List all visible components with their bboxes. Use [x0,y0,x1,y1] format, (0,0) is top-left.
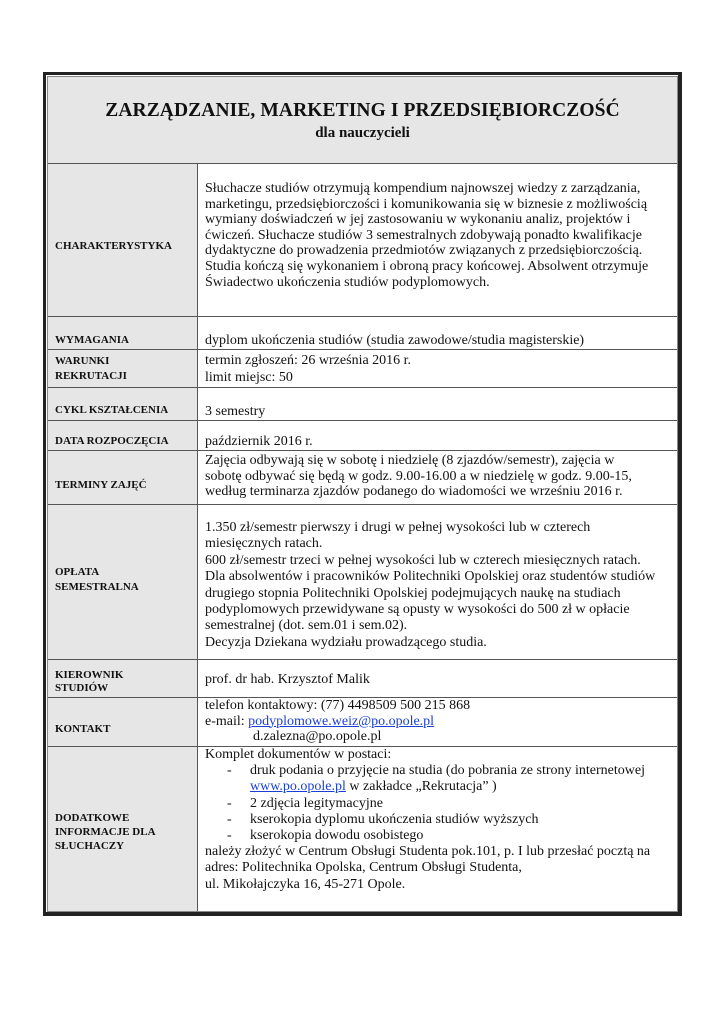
row-label-cell [48,660,198,697]
dash-bullet: - [227,795,232,811]
text-line: Studia kończą się wykonaniem i obroną pracy końcowej. Absolwent otrzymuje [205,258,649,274]
row-value [205,451,671,504]
row-kontakt [48,698,677,747]
text-line: Decyzja Dziekana wydziału prowadzącego studia. [205,634,487,650]
row-label-cell [48,317,198,349]
row-warunki-rekrutacji [48,350,677,388]
text-line: październik 2016 r. [205,434,313,449]
row-value [205,421,671,450]
row-label: TERMINY ZAJĘĆ [55,479,147,491]
row-value [205,660,671,697]
email-label: e-mail: [205,713,249,729]
text-line: 1.350 zł/semestr pierwszy i drugi w pełnej wysokości lub w czterech [205,520,591,535]
text-line: sobotę odbywać się będą w godz. 9.00-16.00 a w niedzielę w godz. 9.00-15, [205,468,632,484]
text-line: prof. dr hab. Krzysztof Malik [205,672,370,687]
row-value [205,747,671,911]
website-link[interactable]: www.po.opole.pl [250,779,346,795]
dash-bullet: - [227,828,232,844]
list-item-text: w zakładce „Rekrutacja” ) [345,779,497,795]
row-oplata-semestralna [48,505,677,660]
row-value [205,698,671,746]
dash-bullet: - [227,763,232,779]
row-dodatkowe-informacje [48,747,677,911]
text-line: limit miejsc: 50 [205,370,293,385]
row-cykl-ksztalcenia [48,388,677,421]
text-line: 3 semestry [205,404,266,419]
list-item-text: kserokopia dyplomu ukończenia studiów wyższych [250,811,539,827]
info-table [47,76,678,912]
text-line: dyplom ukończenia studiów (studia zawodowe/studia magisterskie) [205,333,585,348]
text-line: Komplet dokumentów w postaci: [205,747,392,762]
row-value [205,388,671,420]
row-label-cell [48,350,198,387]
text-line: adres: Politechnika Opolska, Centrum Obsługi Studenta, [205,860,522,876]
row-label: CHARAKTERYSTYKA [55,240,172,252]
row-label: STUDIÓW [55,682,109,694]
contact-email-secondary: d.zalezna@po.opole.pl [253,729,382,745]
text-line: 600 zł/semestr trzeci w pełnej wysokości lub w czterech miesięcznych ratach. [205,552,641,568]
contact-email-line [205,714,671,730]
row-label: KONTAKT [55,723,111,735]
row-label: OPŁATA [55,566,100,578]
list-item [205,796,671,812]
row-value [205,350,671,387]
document-frame [43,72,682,916]
row-label: KIEROWNIK [55,669,124,681]
row-label-cell [48,698,198,746]
email-link[interactable]: podyplomowe.weiz@po.opole.pl [248,713,435,729]
contact-phone: telefon kontaktowy: (77) 4498509 500 215 868 [205,698,471,713]
row-label: DATA ROZPOCZĘCIA [55,435,169,447]
row-label-cell [48,747,198,911]
table-header [48,77,677,164]
row-label-cell [48,505,198,659]
row-data-rozpoczecia [48,421,677,451]
text-line: marketingu, przedsiębiorczości i komunikowania się w biznesie z możliwością [205,196,648,212]
list-item-text: kserokopia dowodu osobistego [250,828,424,844]
row-value [205,164,671,316]
text-line: ćwiczeń. Słuchacze studiów 3 semestralnych zdobywają ponadto kwalifikacje [205,227,642,243]
row-kierownik-studiow [48,660,677,698]
row-terminy-zajec [48,451,677,505]
row-label: SEMESTRALNA [55,581,139,593]
text-line: semestralnej (dot. sem.01 i sem.02). [205,618,408,634]
list-item-text: druk podania o przyjęcie na studia (do pobrania ze strony internetowej [250,763,645,779]
text-line: Świadectwo ukończenia studiów podyplomowych. [205,274,490,290]
text-line: należy złożyć w Centrum Obsługi Studenta pok.101, p. I lub przesłać pocztą na [205,844,651,860]
text-line: Zajęcia odbywają się w sobotę i niedzielę (8 zjazdów/semestr), zajęcia w [205,453,615,468]
text-line: drugiego stopnia Politechniki Opolskiej podejmujących naukę na studiach [205,585,621,601]
row-value [205,317,671,349]
list-item-text: 2 zdjęcia legitymacyjne [250,795,383,811]
text-line: wymiany doświadczeń w jej zastosowaniu w wykonaniu analiz, projektów i [205,212,631,228]
row-label: WARUNKI [55,355,110,367]
row-charakterystyka [48,164,677,317]
text-line: podyplomowych przewidywane są opusty w wysokości do 500 zł w opłacie [205,602,630,618]
row-label-cell [48,164,198,316]
list-item [205,763,671,795]
list-item [205,828,671,844]
row-label: REKRUTACJI [55,370,127,382]
text-line: ul. Mikołajczyka 16, 45-271 Opole. [205,876,406,892]
dash-bullet: - [227,811,232,827]
row-label: WYMAGANIA [55,334,129,346]
row-wymagania [48,317,677,350]
row-value [205,505,671,659]
documents-list [205,763,671,844]
text-line: według terminarza zjazdów podanego do wiadomości we wrześniu 2016 r. [205,484,623,500]
text-line: Słuchacze studiów otrzymują kompendium najnowszej wiedzy z zarządzania, [205,181,641,196]
page-title: ZARZĄDZANIE, MARKETING I PRZEDSIĘBIORCZOŚĆ [105,100,620,121]
text-line: miesięcznych ratach. [205,536,323,552]
row-label: DODATKOWE [55,812,130,824]
text-line: termin zgłoszeń: 26 września 2016 r. [205,353,412,368]
text-line: dydaktyczne do prowadzenia przedmiotów związanych z przedsiębiorczością. [205,243,643,259]
list-item [205,812,671,828]
page-subtitle: dla nauczycieli [315,125,410,141]
text-line: Dla absolwentów i pracowników Politechniki Opolskiej oraz studentów studiów [205,569,656,585]
row-label-cell [48,421,198,450]
row-label: CYKL KSZTAŁCENIA [55,404,169,416]
row-label-cell [48,388,198,420]
row-label: INFORMACJE DLA [55,826,156,838]
row-label-cell [48,451,198,504]
row-label: SŁUCHACZY [55,840,125,852]
